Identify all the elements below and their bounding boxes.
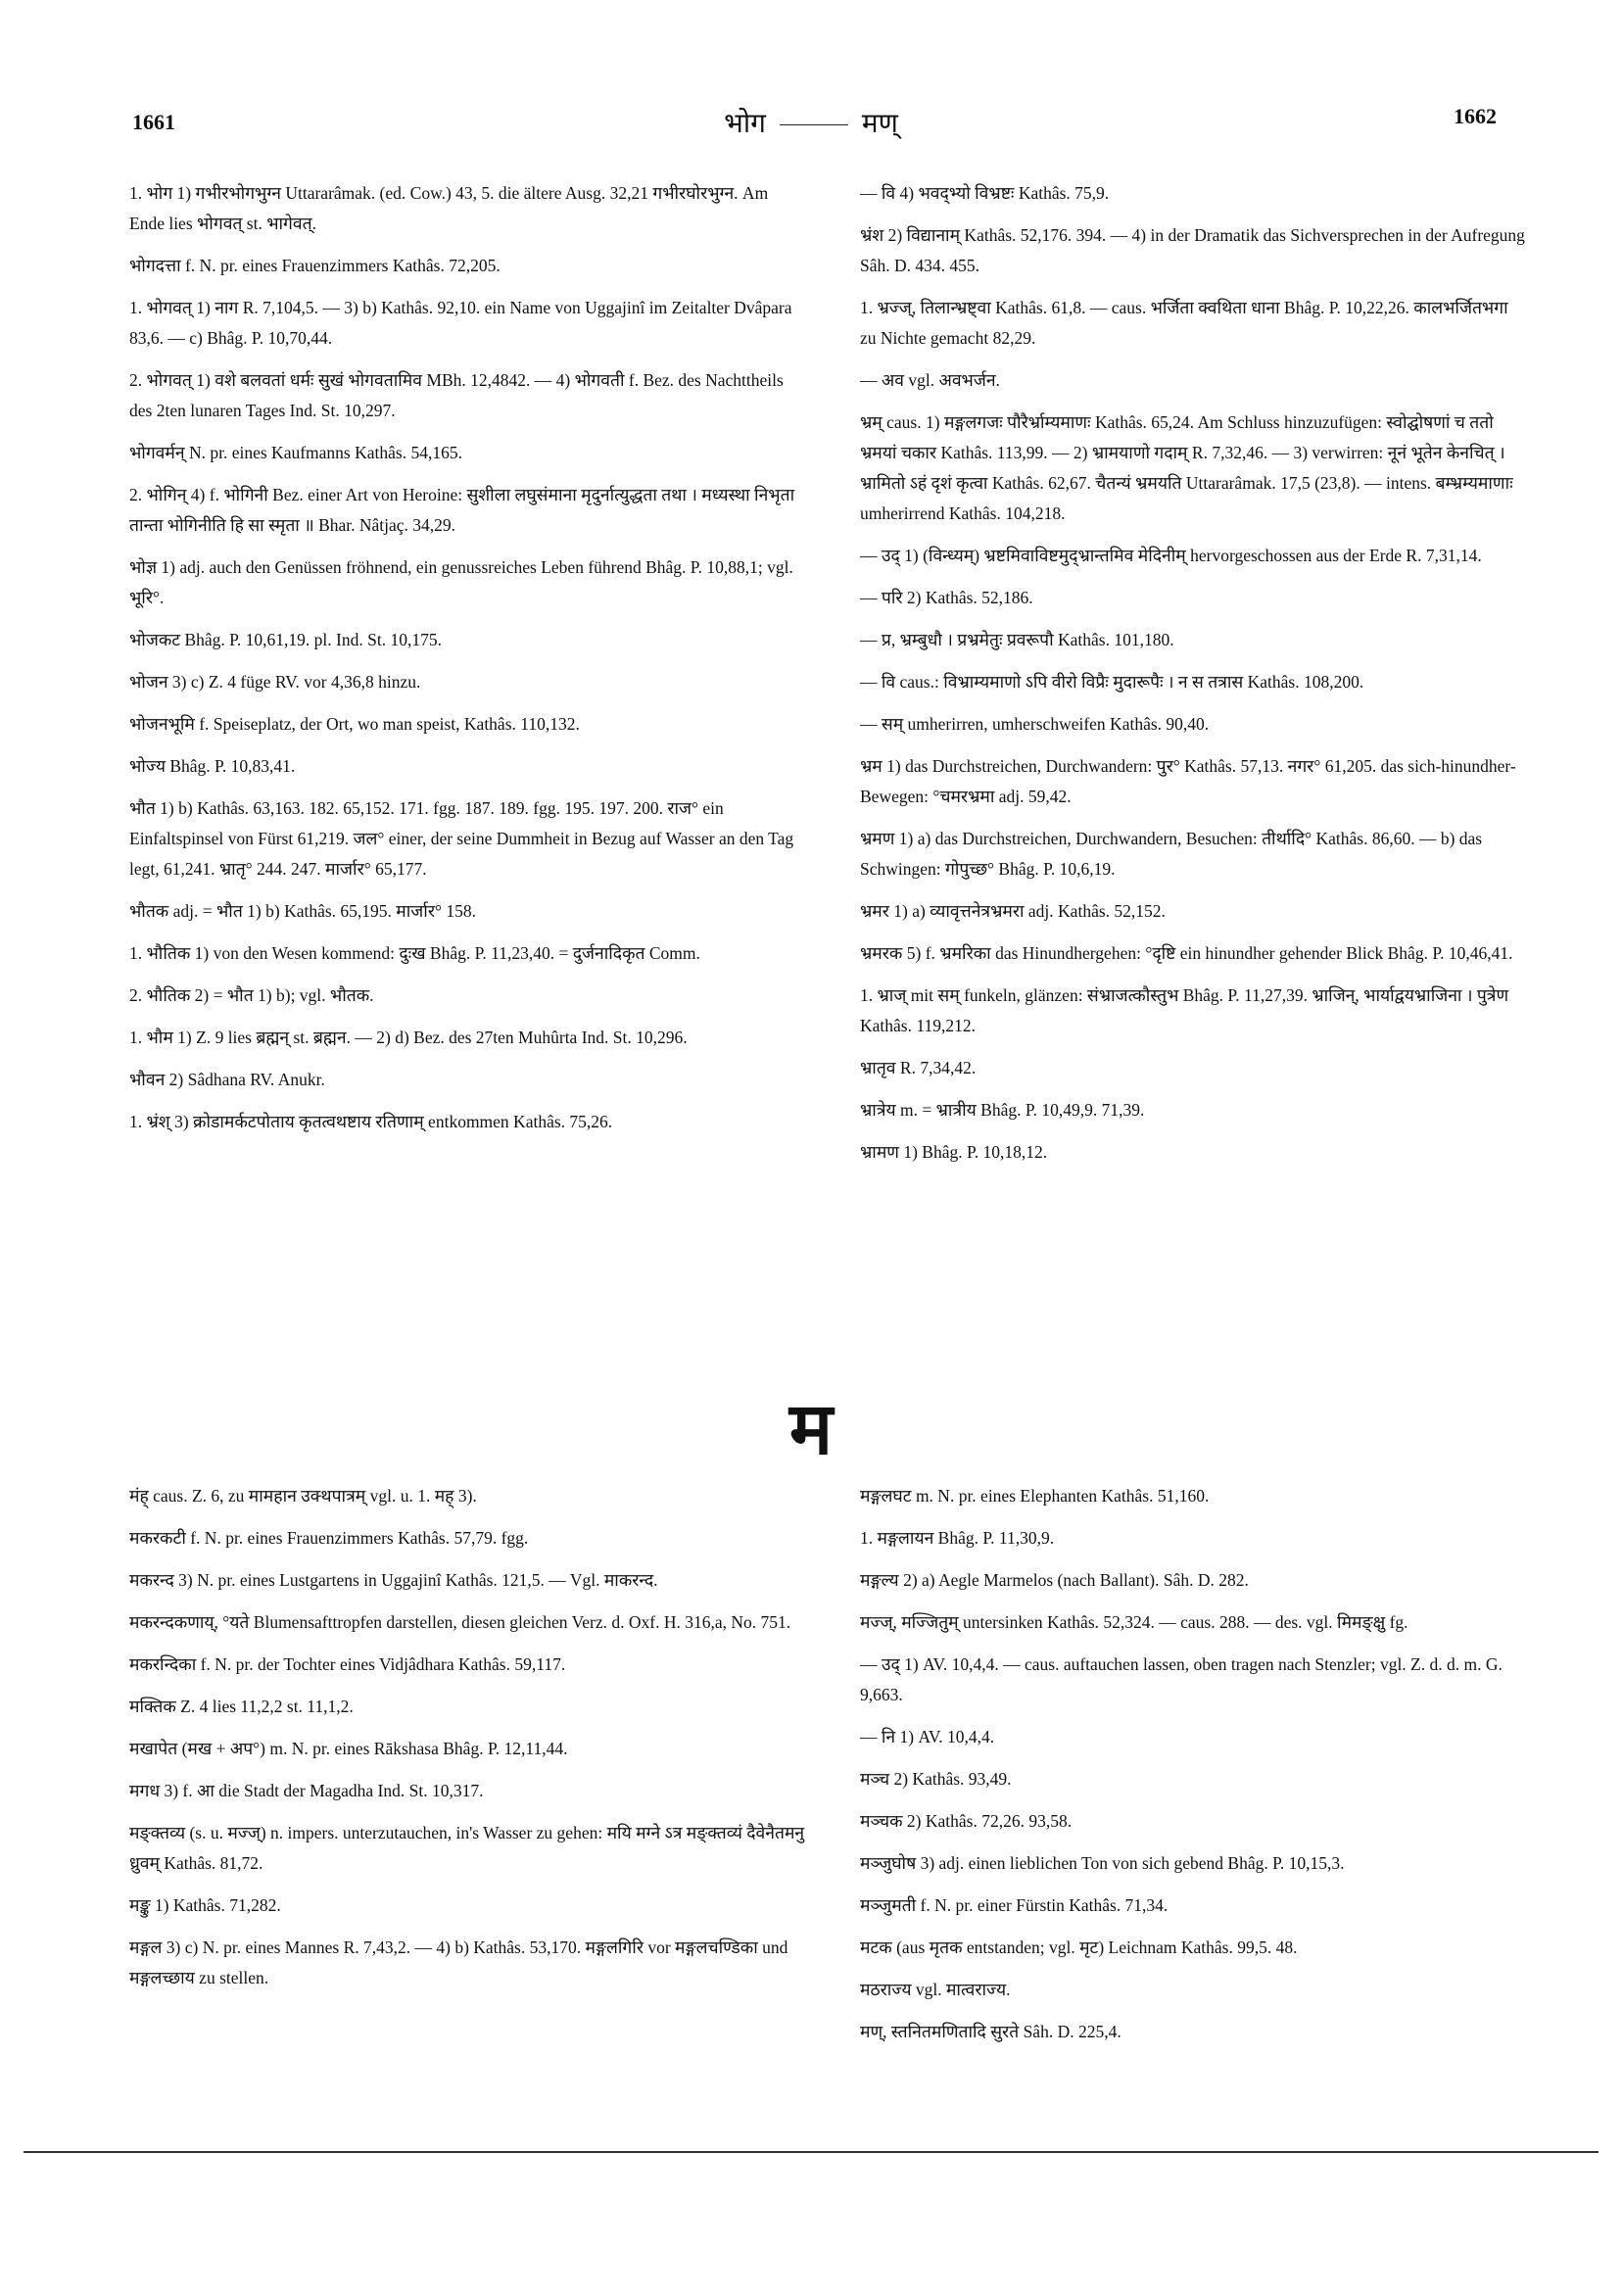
entry: — वि 4) भवद्भ्यो विभ्रष्टः Kathâs. 75,9. bbox=[860, 183, 1110, 203]
entry: 2. भौतिक 2) = भौत 1) b); vgl. भौतक. bbox=[129, 985, 374, 1005]
page-header bbox=[0, 104, 1622, 149]
section-letter: म bbox=[788, 1387, 834, 1471]
entry: 1. भ्रज्ज्, तिलान्भ्रष्ट्वा Kathâs. 61,8. — caus. भर्जिता क्वथिता धाना Bhâg. P. 10,22,26. कालभर्जितभगा zu Nichte gemacht 82,29. bbox=[860, 298, 1508, 348]
entry: 1. भौम 1) Z. 9 lies ब्रह्मन् st. ब्रह्मन. — 2) d) Bez. des 27ten Muhûrta Ind. St. 10,296. bbox=[129, 1028, 688, 1047]
entry: भ्रम् caus. 1) मङ्गलगजः पौरैर्भ्राम्यमाणः Kathâs. 65,24. Am Schluss hinzuzufügen: स्वोद्घोषणां च ततो भ्रमयां चकार Kathâs. 113,99. — 2) भ्रामयाणो गदाम् R. 7,32,46. — 3) verwirren: नूनं भूतेन केनचित् । भ्रामितो ऽहं दृशं कृत्वा Kathâs. 62,67. चैतन्यं भ्रमयति Uttararâmak. 17,5 (23,8). — intens. बम्भ्रम्यमाणाः umherirrend Kathâs. 104,218. bbox=[860, 412, 1513, 523]
entry: भ्रमर 1) a) व्यावृत्तनेत्रभ्रमरा adj. Kathâs. 52,152. bbox=[860, 901, 1166, 921]
entry: मकरन्दिका f. N. pr. der Tochter eines Vidjâdhara Kathâs. 59,117. bbox=[129, 1654, 566, 1674]
entry: भ्रमण 1) a) das Durchstreichen, Durchwandern, Besuchen: तीर्थादि° Kathâs. 86,60. — b) das Schwingen: गोपुच्छ° Bhâg. P. 10,6,19. bbox=[860, 829, 1483, 879]
entry: भ्रातृव R. 7,34,42. bbox=[860, 1058, 977, 1077]
page-number-right: 1662 bbox=[1454, 104, 1497, 128]
entry: भोजनभूमि f. Speiseplatz, der Ort, wo man speist, Kathâs. 110,132. bbox=[129, 714, 580, 734]
entry: मक्तिक Z. 4 lies 11,2,2 st. 11,1,2. bbox=[129, 1697, 354, 1716]
entry: मञ्जुमती f. N. pr. einer Fürstin Kathâs. 71,34. bbox=[860, 1895, 1169, 1915]
entry: 2. भोगवत् 1) वशे बलवतां धर्मः सुखं भोगवतामिव MBh. 12,4842. — 4) भोगवती f. Bez. des Nachttheils des 2ten lunaren Tages Ind. St. 10,297. bbox=[129, 370, 784, 420]
entry: भ्रम 1) das Durchstreichen, Durchwandern: पुर° Kathâs. 57,13. नगर° 61,205. das sich-hinundher-Bewegen: °चमरभ्रमा adj. 59,42. bbox=[860, 756, 1516, 806]
entry: मकरन्दकणाय्, °यते Blumensafttropfen darstellen, diesen gleichen Verz. d. Oxf. H. 316,a, No. 751. bbox=[129, 1612, 791, 1632]
head-word-right: मण् bbox=[861, 107, 898, 139]
entry: — उद् 1) (विन्ध्यम्) भ्रष्टमिवाविष्टमुद्भ्रान्तमिव मेदिनीम् hervorgeschossen aus der Erde R. 7,31,14. bbox=[860, 546, 1482, 565]
entry: — नि 1) AV. 10,4,4. bbox=[860, 1727, 995, 1746]
entry: — अव vgl. अवभर्जन. bbox=[860, 370, 1000, 390]
entry: — उद् 1) AV. 10,4,4. — caus. auftauchen lassen, oben tragen nach Stenzler; vgl. Z. d. d. m. G. 9,663. bbox=[860, 1654, 1503, 1704]
entry: मज्ज्, मज्जितुम् untersinken Kathâs. 52,324. — caus. 288. — des. vgl. मिमङ्क्षु fg. bbox=[860, 1612, 1408, 1632]
entry: 2. भोगिन् 4) f. भोगिनी Bez. einer Art von Heroine: सुशीला लघुसंमाना मृदुर्नात्युद्धता तथा । मध्यस्था निभृता तान्ता भोगिनीति हि सा स्मृता ॥ Bhar. Nâtjaç. 34,29. bbox=[129, 485, 795, 535]
entry: भ्रात्रेय m. = भ्रात्रीय Bhâg. P. 10,49,9. 71,39. bbox=[860, 1100, 1145, 1120]
entry: भोगवर्मन् N. pr. eines Kaufmanns Kathâs. 54,165. bbox=[129, 443, 462, 462]
entry: — वि caus.: विभ्राम्यमाणो ऽपि वीरो विप्रैः मुदारूपैः । न स तत्रास Kathâs. 108,200. bbox=[860, 672, 1364, 692]
entry: भ्रमरक 5) f. भ्रमरिका das Hinundhergehen: °दृष्टि ein hinundher gehender Blick Bhâg. P. 10,46,41. bbox=[860, 943, 1513, 963]
entry: भौत 1) b) Kathâs. 63,163. 182. 65,152. 171. fgg. 187. 189. fgg. 195. 197. 200. राज° ein Einfaltspinsel von Fürst 61,219. जल° einer, der seine Dummheit in Bezug auf Wasser an den Tag legt, 61,241. भ्रातृ° 244. 247. मार्जार° 65,177. bbox=[129, 798, 794, 879]
entry: — प्र, भ्रम्बुधौ । प्रभ्रमेतुः प्रवरूपौ Kathâs. 101,180. bbox=[860, 630, 1174, 649]
running-head bbox=[0, 104, 1622, 141]
column-left-top bbox=[129, 178, 805, 1149]
entry: भौवन 2) Sâdhana RV. Anukr. bbox=[129, 1070, 325, 1089]
entry: भ्रंश 2) विद्यानाम् Kathâs. 52,176. 394. — 4) in der Dramatik das Sichversprechen in der Aufregung Sâh. D. 434. 455. bbox=[860, 225, 1525, 275]
entry: भ्रामण 1) Bhâg. P. 10,18,12. bbox=[860, 1142, 1048, 1162]
entry: मकरकटी f. N. pr. eines Frauenzimmers Kathâs. 57,79. fgg. bbox=[129, 1528, 529, 1548]
entry: मङ्गल 3) c) N. pr. eines Mannes R. 7,43,2. — 4) b) Kathâs. 53,170. मङ्गलगिरि vor मङ्गलचण्डिका und मङ्गलच्छाय zu stellen. bbox=[129, 1937, 788, 1987]
entry: — परि 2) Kathâs. 52,186. bbox=[860, 588, 1033, 607]
entry: 1. भोगवत् 1) नाग R. 7,104,5. — 3) b) Kathâs. 92,10. ein Name von Uggajinî im Zeitalter Dvâpara 83,6. — c) Bhâg. P. 10,70,44. bbox=[129, 298, 792, 348]
entry: मङ्गलघट m. N. pr. eines Elephanten Kathâs. 51,160. bbox=[860, 1486, 1210, 1506]
page-number-left: 1661 bbox=[132, 110, 175, 134]
column-right-top bbox=[860, 178, 1526, 1179]
entry: मगध 3) f. आ die Stadt der Magadha Ind. St. 10,317. bbox=[129, 1781, 484, 1800]
entry: भोगदत्ता f. N. pr. eines Frauenzimmers Kathâs. 72,205. bbox=[129, 256, 501, 275]
entry: मटक (aus मृतक entstanden; vgl. मृट) Leichnam Kathâs. 99,5. 48. bbox=[860, 1937, 1298, 1957]
entry: 1. भोग 1) गभीरभोगभुग्न Uttararâmak. (ed. Cow.) 43, 5. die ältere Ausg. 32,21 गभीरघोरभुग्न. Am Ende lies भोगवत् st. भागेवत्. bbox=[129, 183, 769, 233]
entry: मञ्जुघोष 3) adj. einen lieblichen Ton von sich gebend Bhâg. P. 10,15,3. bbox=[860, 1853, 1345, 1873]
entry: 1. भ्राज् mit सम् funkeln, glänzen: संभ्राजत्कौस्तुभ Bhâg. P. 11,27,39. भ्राजिन्, भार्याद्वयभ्राजिना । पुत्रेण Kathâs. 119,212. bbox=[860, 985, 1509, 1035]
entry: मठराज्य vgl. मात्वराज्य. bbox=[860, 1980, 1011, 1999]
entry: 1. भ्रंश् 3) क्रोडामर्कटपोताय कृतत्वथष्टाय रतिणाम् entkommen Kathâs. 75,26. bbox=[129, 1112, 613, 1131]
entry: — सम् umherirren, umherschweifen Kathâs. 90,40. bbox=[860, 714, 1210, 734]
entry: मञ्च 2) Kathâs. 93,49. bbox=[860, 1769, 1012, 1789]
head-dash bbox=[780, 124, 848, 125]
footer-rule bbox=[24, 2151, 1598, 2153]
head-word-left: भोग bbox=[724, 107, 766, 139]
entry: मकरन्द 3) N. pr. eines Lustgartens in Uggajinî Kathâs. 121,5. — Vgl. माकरन्द. bbox=[129, 1570, 658, 1590]
entry: भोजकट Bhâg. P. 10,61,19. pl. Ind. St. 10,175. bbox=[129, 630, 442, 649]
entry: 1. मङ्गलायन Bhâg. P. 11,30,9. bbox=[860, 1528, 1055, 1548]
entry: भोजन 3) c) Z. 4 füge RV. vor 4,36,8 hinzu. bbox=[129, 672, 421, 692]
entry: भोज्य Bhâg. P. 10,83,41. bbox=[129, 756, 296, 776]
entry: मङ्कु 1) Kathâs. 71,282. bbox=[129, 1895, 281, 1915]
entry: मङ्क्तव्य (s. u. मज्ज्) n. impers. unterzutauchen, in's Wasser zu gehen: मयि मग्ने ऽत्र मङ्क्तव्यं दैवेनैतमनु ध्रुवम् Kathâs. 81,72. bbox=[129, 1823, 805, 1873]
entry: भौतक adj. = भौत 1) b) Kathâs. 65,195. मार्जार° 158. bbox=[129, 901, 476, 921]
column-left-bottom bbox=[129, 1481, 805, 2005]
entry: मण्, स्तनितमणितादि सुरते Sâh. D. 225,4. bbox=[860, 2022, 1121, 2041]
column-right-bottom bbox=[860, 1481, 1526, 2059]
entry: मखापेत (मख + अप°) m. N. pr. eines Rākshasa Bhâg. P. 12,11,44. bbox=[129, 1739, 568, 1758]
entry: मंह् caus. Z. 6, zu मामहान उक्थपात्रम् vgl. u. 1. मह् 3). bbox=[129, 1486, 477, 1506]
entry: भोज्ञ 1) adj. auch den Genüssen fröhnend, ein genussreiches Leben führend Bhâg. P. 10,88,1; vgl. भूरि°. bbox=[129, 557, 793, 607]
entry: मङ्गल्य 2) a) Aegle Marmelos (nach Ballant). Sâh. D. 282. bbox=[860, 1570, 1249, 1590]
entry: मञ्चक 2) Kathâs. 72,26. 93,58. bbox=[860, 1811, 1073, 1831]
entry: 1. भौतिक 1) von den Wesen kommend: दुःख Bhâg. P. 11,23,40. = दुर्जनादिकृत Comm. bbox=[129, 943, 700, 963]
